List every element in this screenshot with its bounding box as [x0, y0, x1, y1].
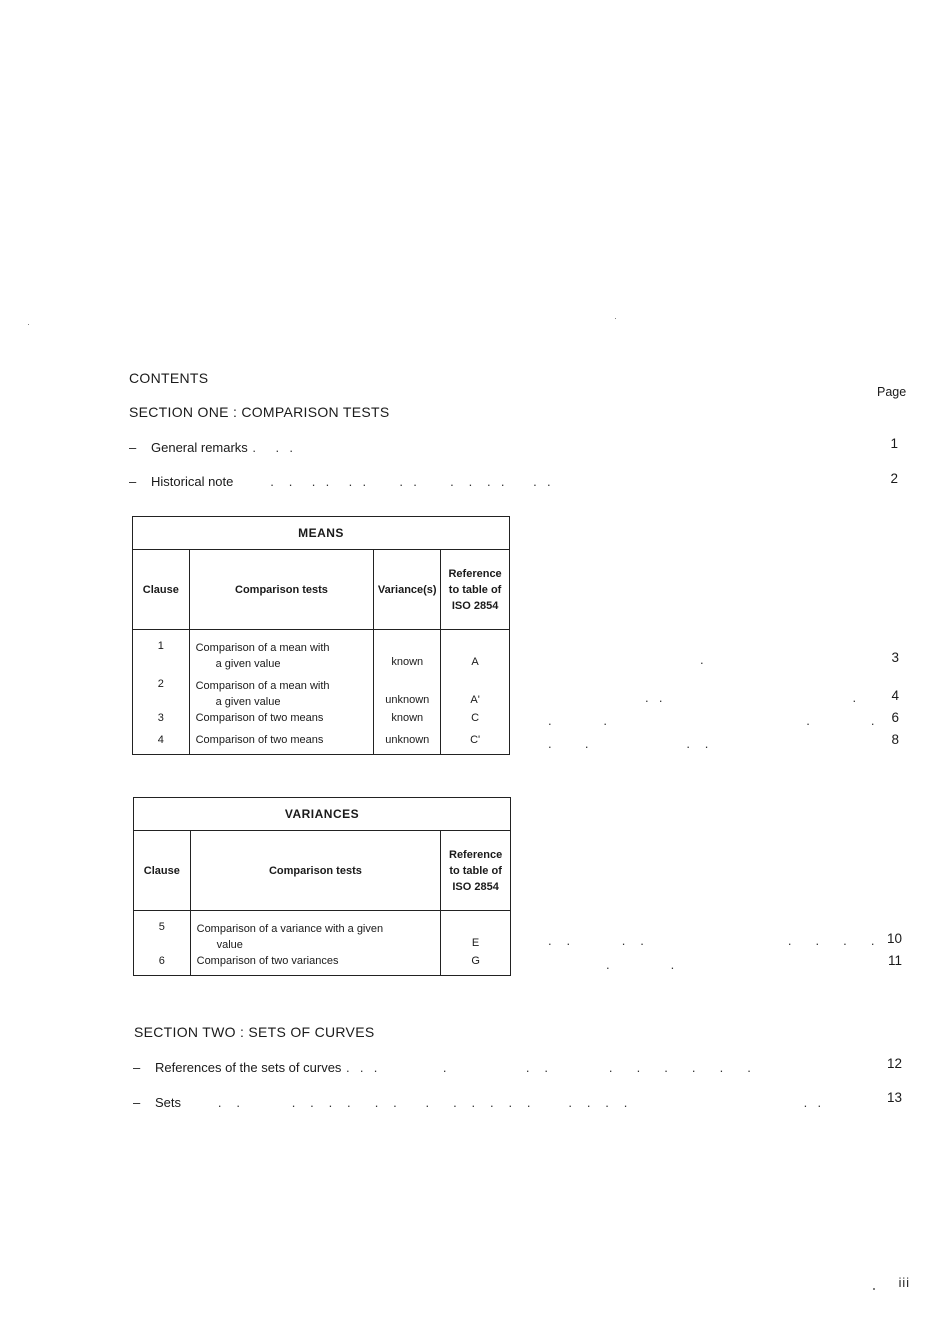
page-number: 8: [891, 732, 899, 747]
clause-cell: 1: [157, 640, 164, 652]
variance-column: [374, 630, 441, 755]
leader-dots: . . . .: [548, 736, 710, 751]
variance-header: Variance(s): [374, 550, 441, 630]
comparison-tests-header: Comparison tests: [190, 831, 441, 911]
footer-page-number: iii: [898, 1276, 910, 1290]
tests-column: [189, 630, 374, 755]
variance-cell: known: [391, 656, 424, 668]
scan-speck: [873, 1288, 875, 1290]
page-number: 13: [886, 1090, 902, 1105]
test-line: value: [216, 939, 243, 951]
entry-dash: –: [129, 440, 137, 455]
means-table-caption: MEANS: [133, 517, 510, 550]
clause-column: [134, 911, 191, 976]
test-cell: [191, 911, 441, 949]
page-number: 2: [890, 471, 898, 486]
toc-entry-historical-note[interactable]: [129, 474, 552, 489]
clause-column: [133, 630, 190, 755]
entry-label: Historical note: [151, 474, 234, 489]
contents-title: CONTENTS: [129, 370, 209, 386]
entry-label: References of the sets of curves: [155, 1060, 342, 1075]
leader-dots: . . . . . . . . . . . . . .: [233, 474, 552, 489]
leader-dots: . . .: [645, 690, 858, 705]
comparison-tests-header: Comparison tests: [189, 550, 374, 630]
clause-header: Clause: [133, 550, 190, 630]
reference-cell: G: [471, 955, 480, 967]
variances-table-caption: VARIANCES: [134, 798, 511, 831]
test-line: a given value: [215, 658, 281, 670]
test-cell: [190, 630, 374, 668]
means-table: [132, 516, 510, 755]
page-number: 4: [891, 688, 899, 703]
toc-entry-references-of-sets[interactable]: [133, 1060, 752, 1075]
entry-dash: –: [133, 1060, 141, 1075]
reference-header: Reference to table of ISO 2854: [441, 831, 511, 911]
test-line: Comparison of a mean with: [195, 680, 330, 692]
entry-dash: –: [133, 1095, 141, 1110]
clause-cell: 4: [157, 734, 164, 746]
test-cell: Comparison of two means: [195, 712, 324, 724]
page-number: 12: [886, 1056, 902, 1071]
variance-cell: unknown: [385, 734, 430, 746]
reference-cell: C': [470, 734, 481, 746]
page-number: 1: [890, 436, 898, 451]
toc-entry-general-remarks[interactable]: [129, 440, 294, 455]
test-line: Comparison of a variance with a given: [196, 923, 384, 935]
reference-cell: A': [470, 694, 480, 706]
section-two-title: SECTION TWO : SETS OF CURVES: [134, 1024, 375, 1040]
clause-cell: 6: [158, 955, 165, 967]
reference-column: [441, 911, 511, 976]
leader-dots: . . . . . . . . . . . . . . . . . . . .: [181, 1095, 823, 1110]
clause-cell: 3: [157, 712, 164, 724]
leader-dots: . . . . . . . . . . . .: [341, 1060, 752, 1075]
clause-header: Clause: [134, 831, 191, 911]
leader-dots: . . . . . . . .: [548, 933, 876, 948]
test-line: Comparison of a mean with: [195, 642, 330, 654]
variance-cell: known: [391, 712, 424, 724]
clause-cell: 2: [157, 678, 164, 690]
leader-dots: . . .: [247, 440, 294, 455]
page-number: 6: [891, 710, 899, 725]
entry-label: General remarks: [151, 440, 248, 455]
entry-dash: –: [129, 474, 137, 489]
clause-cell: 5: [158, 921, 165, 933]
page-number: 11: [887, 953, 902, 968]
leader-dots: .: [700, 652, 705, 667]
reference-header: Reference to table of ISO 2854: [441, 550, 510, 630]
reference-cell: C: [471, 712, 480, 724]
entry-label: Sets: [155, 1095, 182, 1110]
test-line: a given value: [215, 696, 281, 708]
reference-column: [441, 630, 510, 755]
test-cell: Comparison of two means: [195, 734, 324, 746]
variance-cell: unknown: [385, 694, 430, 706]
reference-cell: E: [471, 937, 480, 949]
leader-dots: . . . .: [548, 713, 876, 728]
test-cell: [190, 668, 374, 706]
page-number: 3: [891, 650, 899, 665]
page-number: 10: [886, 931, 902, 946]
test-cell: Comparison of two variances: [196, 955, 339, 967]
reference-cell: A: [471, 656, 479, 668]
section-one-title: SECTION ONE : COMPARISON TESTS: [129, 404, 390, 420]
variances-table: [133, 797, 511, 976]
toc-entry-sets[interactable]: [133, 1095, 822, 1110]
leader-dots: . .: [606, 957, 676, 972]
scan-speck: [28, 324, 29, 325]
page-column-header: Page: [877, 385, 907, 399]
scan-speck: [615, 318, 616, 319]
tests-column: [190, 911, 441, 976]
